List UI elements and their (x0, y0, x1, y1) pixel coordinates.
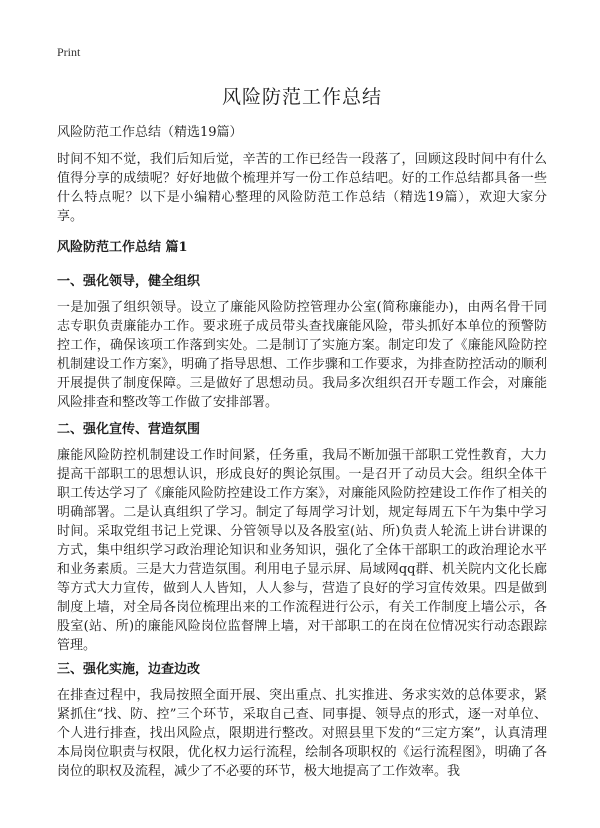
document-subtitle: 风险防范工作总结（精选19篇） (57, 125, 243, 140)
section-paragraph-3: 在排查过程中，我局按照全面开展、突出重点、扎实推进、务求实效的总体要求，紧紧抓住“找、防、控”三个环节，采取自己查、同事提、领导点的形式，逐一对单位、个人进行排查，找出风险点，限期进行整改。对照县里下发的“三定方案”，认真清理本局岗位职责与权限，优化权力运行流程，绘制各项职权的《运行流程图》，明确了各岗位的职权及流程，减少了不必要的环节，极大地提高了工作效率。我 (57, 688, 547, 779)
print-label[interactable]: Print (57, 45, 81, 59)
document-title: 风险防范工作总结 (221, 86, 382, 108)
intro-paragraph: 时间不知不觉，我们后知后觉，辛苦的工作已经告一段落了，回顾这段时间中有什么值得分享的成绩呢？好好地做个梳理并写一份工作总结吧。好的工作总结都具备一些什么特点呢？以下是小编精心整理的风险防范工作总结（精选19篇），欢迎大家分享。 (57, 152, 547, 224)
section-heading-1: 一、强化领导，健全组织 (57, 274, 201, 289)
article-heading: 风险防范工作总结 篇1 (57, 240, 188, 255)
section-paragraph-2: 廉能风险防控机制建设工作时间紧，任务重，我局不断加强干部职工党性教育，大力提高干部职工的思想认识，形成良好的舆论氛围。一是召开了动员大会。组织全体干职工传达学习了《廉能风险防控建设工作方案》，对廉能风险防控建设工作作了相关的明确部署。二是认真组织了学习。制定了每周学习计划，规定每周五下午为集中学习时间。采取党组书记上党课、分管领导以及各股室(站、所)负责人轮流上讲台讲课的方式，集中组织学习政治理论知识和业务知识，强化了全体干部职工的政治理论水平和业务素质。三是大力营造氛围。利用电子显示屏、局域网qq群、机关院内文化长廊等方式大力宣传，做到人人皆知，人人参与，营造了良好的学习宣传效果。四是做到制度上墙，对全局各岗位梳理出来的工作流程进行公示，有关工作制度上墙公示，各股室(站、所)的廉能风险岗位监督牌上墙，对干部职工的在岗在位情况实行动态跟踪管理。 (57, 448, 547, 653)
section-paragraph-1: 一是加强了组织领导。设立了廉能风险防控管理办公室(简称廉能办)，由两名骨干同志专职负责廉能办工作。要求班子成员带头查找廉能风险，带头抓好本单位的预警防控工作，确保该项工作落到实处。二是制订了实施方案。制定印发了《廉能风险防控机制建设工作方案》，明确了指导思想、工作步骤和工作要求，为排查防控活动的顺利开展提供了制度保障。三是做好了思想动员。我局多次组织召开专题工作会，对廉能风险排查和整改等工作做了安排部署。 (57, 300, 547, 410)
section-heading-2: 二、强化宣传、营造氛围 (57, 422, 201, 437)
section-heading-3: 三、强化实施，边查边改 (57, 662, 201, 677)
